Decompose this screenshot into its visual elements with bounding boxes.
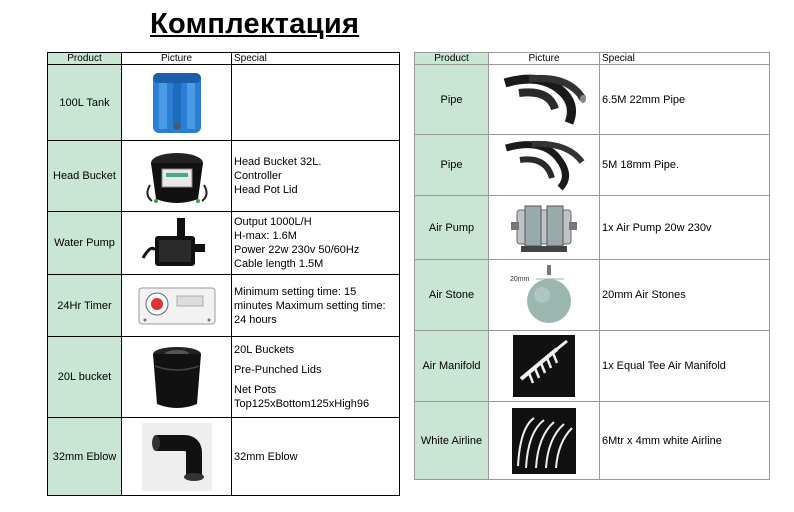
picture-cell <box>489 196 600 260</box>
pipe-22mm-image <box>499 69 589 131</box>
special-cell: 5M 18mm Pipe. <box>600 135 770 196</box>
product-cell: Head Bucket <box>48 141 122 212</box>
picture-cell <box>489 331 600 402</box>
header-product: Product <box>48 53 122 65</box>
special-cell: Head Bucket 32L. Controller Head Pot Lid <box>232 141 400 212</box>
special-cell: 20L Buckets Pre-Punched Lids Net Pots Top125xBottom125xHigh96 <box>232 337 400 418</box>
table-row <box>48 212 400 275</box>
special-cell: Minimum setting time: 15 minutes Maximum setting time: 24 hours <box>232 275 400 337</box>
blue-tank-image <box>147 69 207 137</box>
special-cell: 6.5M 22mm Pipe <box>600 65 770 135</box>
table-row <box>415 65 770 135</box>
product-cell: Pipe <box>415 135 489 196</box>
picture-cell <box>122 275 232 337</box>
timer-image <box>137 284 217 328</box>
product-cell: 100L Tank <box>48 65 122 141</box>
special-cell: 32mm Eblow <box>232 418 400 496</box>
table-header-row <box>48 53 400 65</box>
product-cell: Water Pump <box>48 212 122 275</box>
head-bucket-image <box>142 145 212 207</box>
table-row <box>48 141 400 212</box>
table-row <box>48 275 400 337</box>
page-title: Комплектация <box>150 8 360 40</box>
air-stone-image <box>504 263 584 327</box>
product-cell: 24Hr Timer <box>48 275 122 337</box>
table-row <box>415 331 770 402</box>
special-cell: 1x Equal Tee Air Manifold <box>600 331 770 402</box>
air-stone-size-label: 20mm <box>510 276 530 283</box>
picture-cell <box>489 260 600 331</box>
special-cell: 20mm Air Stones <box>600 260 770 331</box>
air-pump-image <box>507 200 581 256</box>
picture-cell <box>489 65 600 135</box>
picture-cell <box>122 65 232 141</box>
special-cell: 6Mtr x 4mm white Airline <box>600 402 770 480</box>
right-spec-table <box>414 52 770 480</box>
product-cell: Air Stone <box>415 260 489 331</box>
picture-cell <box>122 141 232 212</box>
table-row <box>48 337 400 418</box>
table-row <box>415 260 770 331</box>
table-row <box>48 418 400 496</box>
pipe-18mm-image <box>502 138 586 192</box>
special-cell <box>232 65 400 141</box>
product-cell: Air Pump <box>415 196 489 260</box>
product-cell: White Airline <box>415 402 489 480</box>
water-pump-image <box>141 214 213 272</box>
header-product: Product <box>415 53 489 65</box>
special-cell: 1x Air Pump 20w 230v <box>600 196 770 260</box>
header-special: Special <box>232 53 400 65</box>
table-row <box>415 196 770 260</box>
picture-cell <box>489 402 600 480</box>
product-cell: 20L bucket <box>48 337 122 418</box>
picture-cell <box>122 337 232 418</box>
table-row <box>48 65 400 141</box>
elbow-image <box>142 423 212 491</box>
picture-cell <box>489 135 600 196</box>
picture-cell <box>122 212 232 275</box>
left-spec-table <box>47 52 400 496</box>
table-row <box>415 402 770 480</box>
product-cell: 32mm Eblow <box>48 418 122 496</box>
bucket-image <box>149 342 205 412</box>
air-manifold-image <box>513 335 575 397</box>
special-cell: Output 1000L/H H-max: 1.6M Power 22w 230v 50/60Hz Cable length 1.5M <box>232 212 400 275</box>
header-picture: Picture <box>122 53 232 65</box>
picture-cell <box>122 418 232 496</box>
table-header-row <box>415 53 770 65</box>
product-cell: Pipe <box>415 65 489 135</box>
product-cell: Air Manifold <box>415 331 489 402</box>
header-picture: Picture <box>489 53 600 65</box>
white-airline-image <box>512 408 576 474</box>
table-row <box>415 135 770 196</box>
header-special: Special <box>600 53 770 65</box>
